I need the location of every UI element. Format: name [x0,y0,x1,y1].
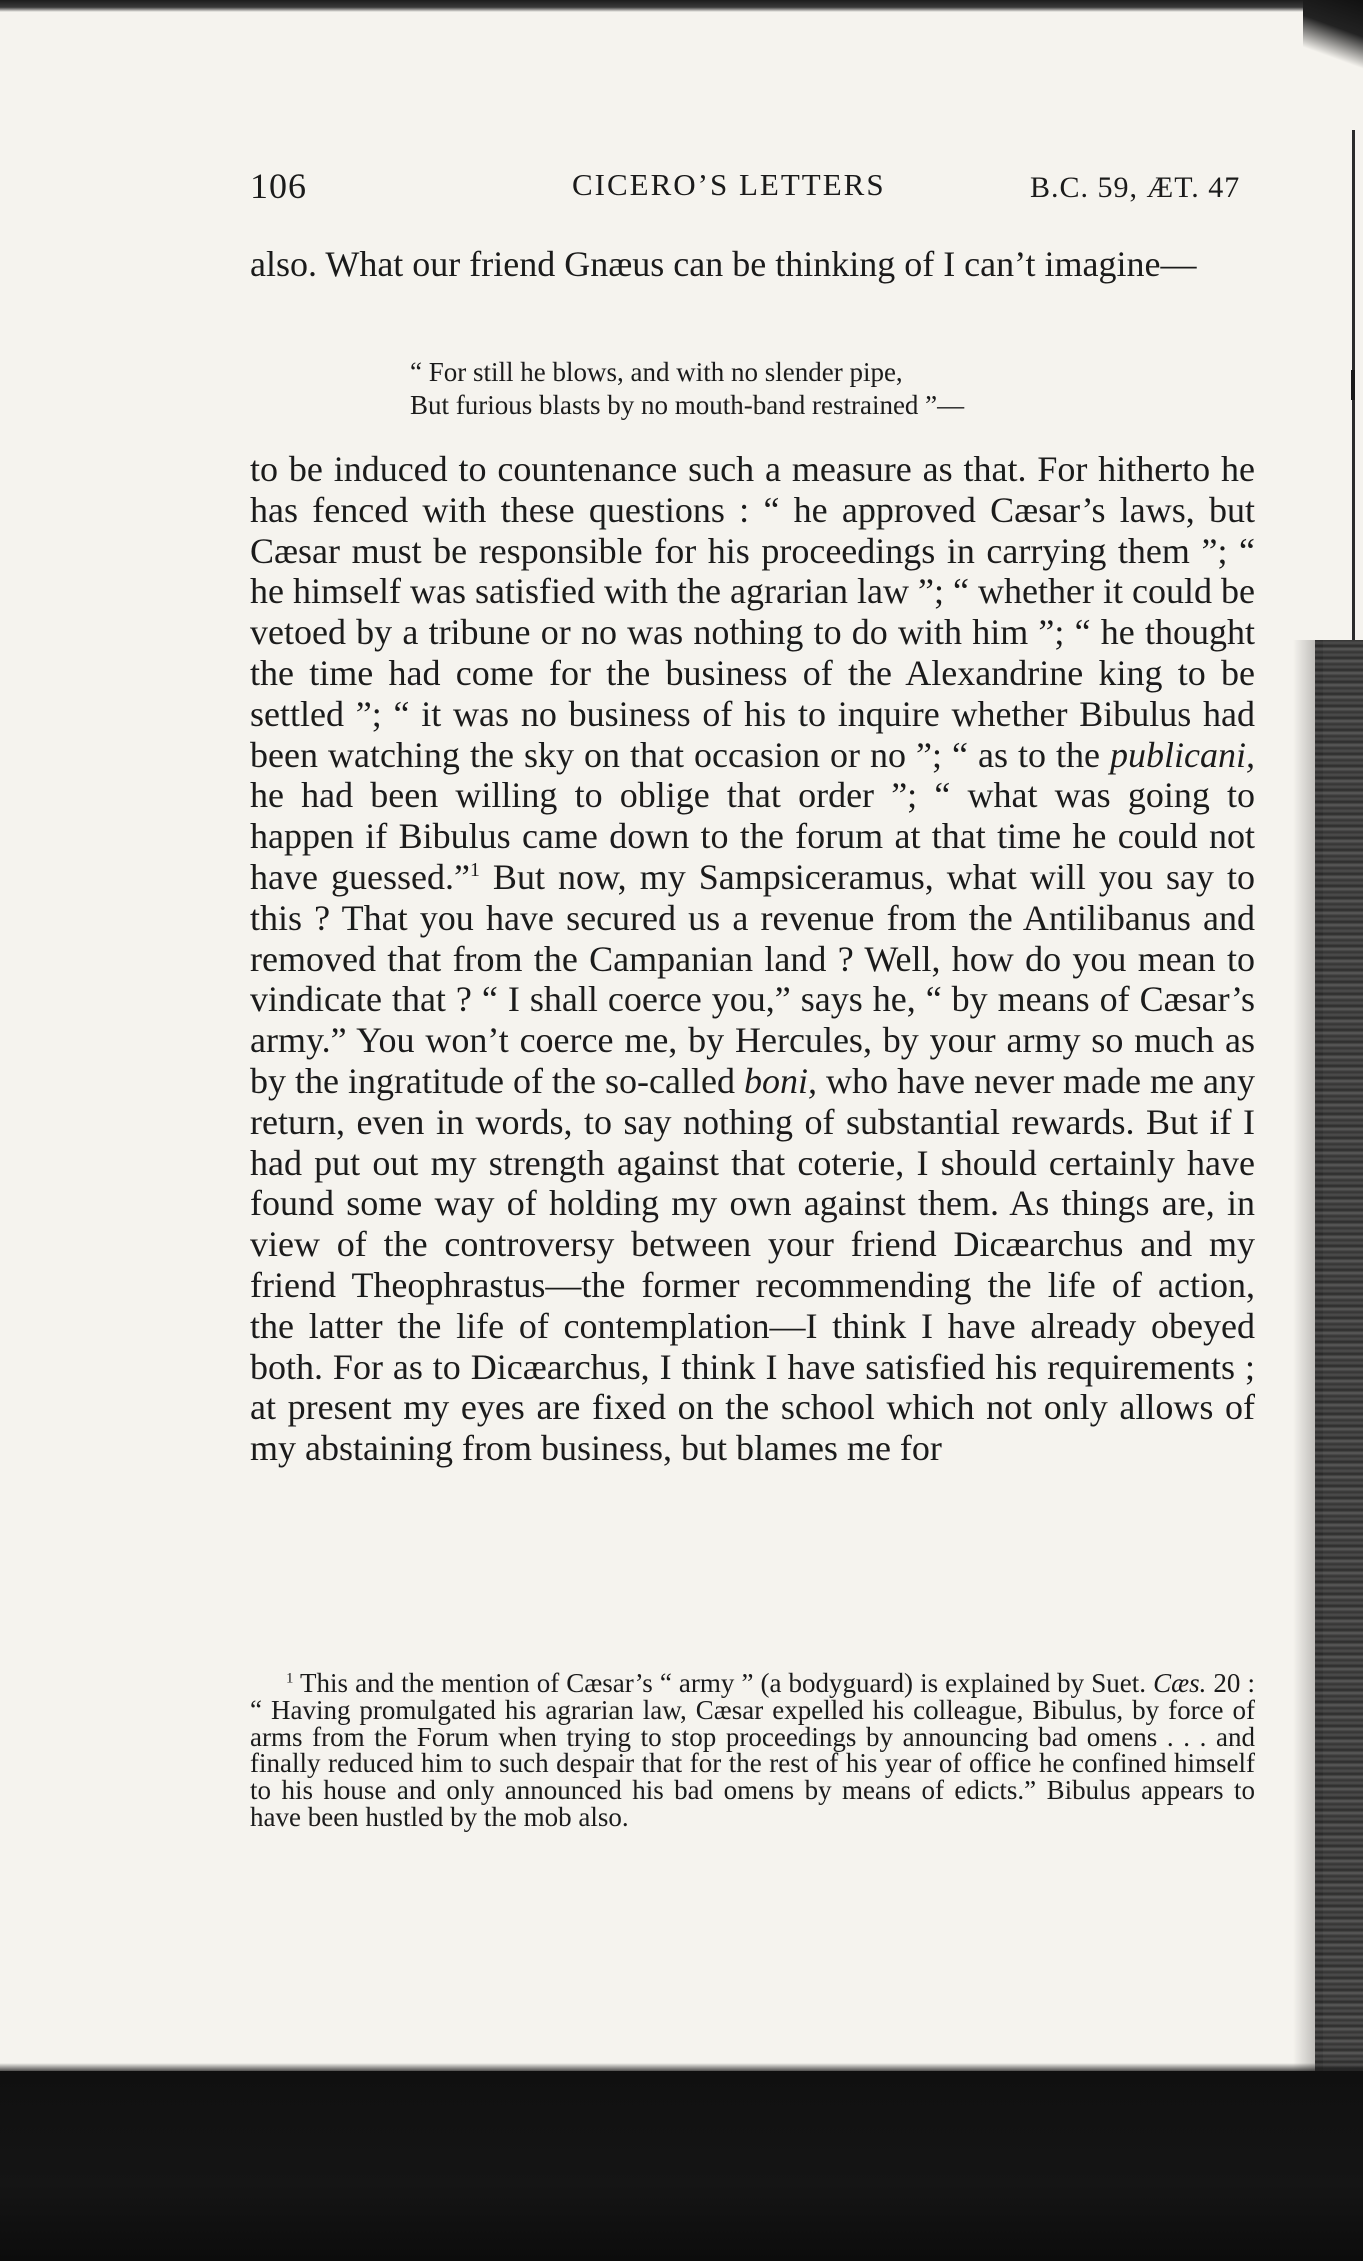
page-corner-shadow [1303,0,1363,70]
page-stack-edge [1315,640,1363,2120]
date-line: B.C. 59, ÆT. 47 [1030,171,1241,204]
footnote-marker: 1 [286,1670,294,1687]
page-number: 106 [250,166,307,206]
body-text-3: But now, my Sampsiceramus, what will you say to this ? That you have secured us a revenue from the Antilibanus and removed that from the Campanian land ? Well, how do you mean to vindicate that ? “ I shall coerce you,” says he, “ by means of Cæsar’s army.” You won’t coerce me, by Hercules, by your army so much as by the ingratitude of the so-called [250,856,1255,1101]
footnote-text [250,1670,1255,1831]
body-text-4: who have never made me any return, even in words, to say nothing of substantial rewards. But if I had put out my strength against that coterie, I should certainly have found some way of holding my own against them. As things are, in view of the controversy between your friend Dicæarchus and my friend Theophrastus—the former recommending the life of action, the latter the life of contemplation—I think I have already obeyed both. For as to Dicæarchus, I think I have satisfied his requirements ; at present my eyes are fixed on the school which not only allows of my abstaining from business, but blames me for [250,1060,1255,1469]
running-header [250,165,1255,215]
footnote-text-2: 20 : “ Having promulgated his agrarian law, Cæsar expelled his colleague, Bibulus, by force of arms from the Forum when trying to stop proceedings by announcing bad omens . . . and finally reduced him to such despair that for the rest of his year of office he confined himself to his house and only announced his bad omens by means of edicts.” Bibulus appears to have been hustled by the mob also. [250,1668,1255,1832]
verse-line-1: “ For still he blows, and with no slender pipe, [410,357,903,387]
page-top-edge-shadow [0,0,1363,12]
verse-line-2: But furious blasts by no mouth-band restrained ”— [410,390,965,420]
italic-boni: boni, [744,1060,818,1101]
verse-quotation [410,356,1230,422]
footnote [250,1670,1255,1831]
running-title: CICERO’S LETTERS [572,167,886,202]
main-paragraph [250,449,1255,1469]
footnote-source: Cæs. [1153,1668,1207,1698]
page-right-edge-mark [1351,370,1355,400]
scan-bottom-band [0,2071,1363,2261]
main-text [250,449,1255,1469]
intro-paragraph [250,244,1255,285]
intro-text: also. What our friend Gnæus can be thinking of I can’t imagine— [250,244,1197,284]
body-text-2: he had been willing to oblige that order ”; “ what was going to happen if Bibulus came down to the forum at that time he could not have guessed.” [250,775,1255,897]
italic-publicani: publicani, [1110,734,1255,775]
footnote-reference: 1 [469,859,480,882]
footnote-text-1: This and the mention of Cæsar’s “ army ” (a bodyguard) is explained by Suet. [293,1668,1154,1698]
body-text-1: to be induced to countenance such a measure as that. For hitherto he has fenced with these questions : “ he approved Cæsar’s laws, but Cæsar must be responsible for his proceedings in carrying them ”; “ he himself was satisfied with the agrarian law ”; “ whether it could be vetoed by a tribune or no was nothing to do with him ”; “ he thought the time had come for the business of the Alexandrine king to be settled ”; “ it was no business of his to inquire whether Bibulus had been watching the sky on that occasion or no ”; “ as to the [250,449,1255,775]
